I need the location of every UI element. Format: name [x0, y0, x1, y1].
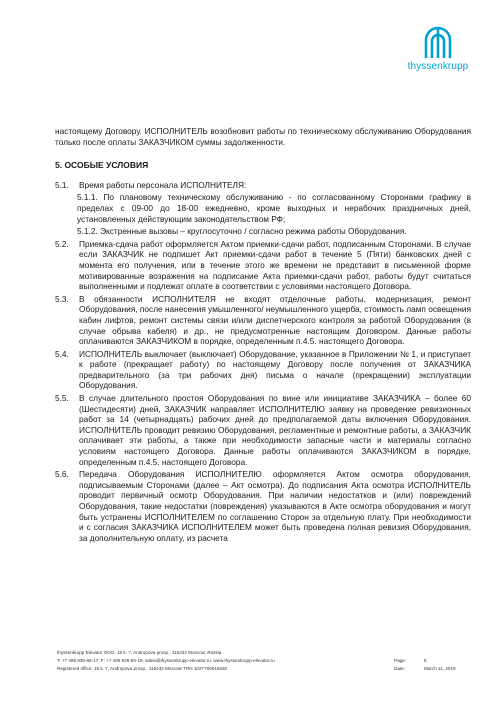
clause-number: 5.6. [55, 469, 69, 480]
footer-registration: Registered office: 18 k. 7, Andropova prosp., 115432 Moscow TRN 1027700016830 Date: March 11, 2019 [57, 665, 456, 671]
date-label: Date: [394, 665, 405, 671]
clause-text: Передача Оборудования ИСПОЛНИТЕЛЮ оформляется Актом осмотра оборудования, подписываемым Сторонами (далее – Акт осмотра). До подписания Акта осмотра ИСПОЛНИТЕЛЬ проводит первичный осмотр Оборудования. При наличии недостатков и (или) повреждений Оборудования, такие недостатки (повреждения) указываются в Акте осмотра оборудования и могут быть устранены ИСПОЛНИТЕЛЕМ по соглашению Сторон за отдельную плату. При необходимости и с согласия ЗАКАЗЧИКА ИСПОЛНИТЕЛЕМ может быть проведена полная ревизия Оборудования, за дополнительную оплату, из расчета [79, 469, 471, 543]
footer-address: thyssenkrupp Elevator OOO, 18 k. 7, Andropova prosp., 115432 Moscow, Russia [57, 650, 222, 655]
clause-text: В обязанности ИСПОЛНИТЕЛЯ не входят отделочные работы, модернизация, ремонт Оборудования, после нанесения умышленного/ неумышленного ущерба, стоимость ламп освещения кабин лифтов, ремонт системы связи и/или диспетчерского контроля за работой Оборудования (в случае обрыва кабеля) и др., не предусмотренные настоящим Договором. Данные работы оплачиваются ЗАКАЗЧИКОМ в порядке, определенным п.4.5. настоящего Договора. [79, 293, 471, 347]
clause-text: 5.1.2. Экстренные вызовы – круглосуточно / согласно режима работы Оборудования. [77, 226, 407, 237]
clause-item [55, 294, 471, 347]
footer-contacts: T: +7 495 935-85-17, F: +7 495 935-85-19, sales@thyssenkrupp-elevator.ru, www.thyssenkrupp-elevator.ru Page: 6 [57, 657, 427, 663]
brand-logo [398, 24, 478, 72]
page-number: 6 [424, 657, 427, 663]
section-title: 5. ОСОБЫЕ УСЛОВИЯ [55, 160, 149, 171]
thyssenkrupp-arch-icon [420, 24, 456, 60]
clause-text: 5.1.1. По плановому техническому обслуживанию - по согласованному Сторонами графику в пределах с 09-00 до 18-00 ежедневно, кроме выходных и нерабочих праздничных дней, установленных действующим законодательством РФ; [77, 192, 471, 224]
clause-number: 5.2. [55, 238, 69, 249]
clause-number: 5.1. [55, 179, 69, 190]
clause-item [55, 239, 471, 292]
clause-list [55, 180, 471, 544]
clause-item [55, 180, 471, 191]
date-value: March 11, 2019 [424, 665, 456, 671]
clause-text: ИСПОЛНИТЕЛЬ выключает (выключает) Оборудование, указанное в Приложении № 1, и приступает к работе (прекращает работу) по настоящему Договору после получения от ЗАКАЗЧИКА предварительного (за три рабочих дня) письма о начале (прекращении) эксплуатации Оборудования. [79, 348, 471, 391]
clause-text: Время работы персонала ИСПОЛНИТЕЛЯ: [79, 179, 247, 190]
document-body [55, 126, 471, 545]
intro-paragraph: настоящему Договору. ИСПОЛНИТЕЛЬ возобновит работы по техническому обслуживанию Оборудования только после оплаты ЗАКАЗЧИКОМ суммы задолженности. [55, 126, 471, 147]
page-label: Page: [394, 657, 407, 663]
clause-item [55, 469, 471, 543]
clause-item [77, 192, 471, 224]
clause-number: 5.5. [55, 393, 69, 404]
clause-number: 5.4. [55, 348, 69, 359]
clause-item [77, 226, 471, 237]
brand-name: thyssenkrupp [407, 61, 469, 72]
page-footer [57, 649, 477, 672]
clause-item [55, 393, 471, 467]
clause-number: 5.3. [55, 293, 69, 304]
clause-text: В случае длительного простоя Оборудования по вине или инициативе ЗАКАЗЧИКА – более 60 (Шестидесяти) дней, ЗАКАЗЧИК направляет ИСПОЛНИТЕЛЮ заявку на проведение ревизионных работ за 14 (четырнадцать) рабочих дней до предполагаемой даты включения Оборудования. ИСПОЛНИТЕЛЬ проводит ревизию Оборудования, регламентные и ремонтные работы, а ЗАКАЗЧИК оплачивает эти работы, а также при необходимости запасные части и материалы согласно условиям настоящего Договора. Данные работы оплачиваются ЗАКАЗЧИКОМ в порядке, определенным п.4.5. настоящего Договора. [79, 393, 471, 467]
clause-item [55, 349, 471, 391]
clause-text: Приемка-сдача работ оформляется Актом приемки-сдачи работ, подписанным Сторонами. В случае если ЗАКАЗЧИК не подпишет Акт приемки-сдачи работ в течение 5 (Пяти) банковских дней с момента его получения, или в течение этого же времени не представит в письменной форме мотивированные возражения на подписание Акта приемки-сдачи работ, работы будут считаться выполненными и подлежат оплате в соответствии с условиями настоящего Договора. [79, 238, 471, 292]
